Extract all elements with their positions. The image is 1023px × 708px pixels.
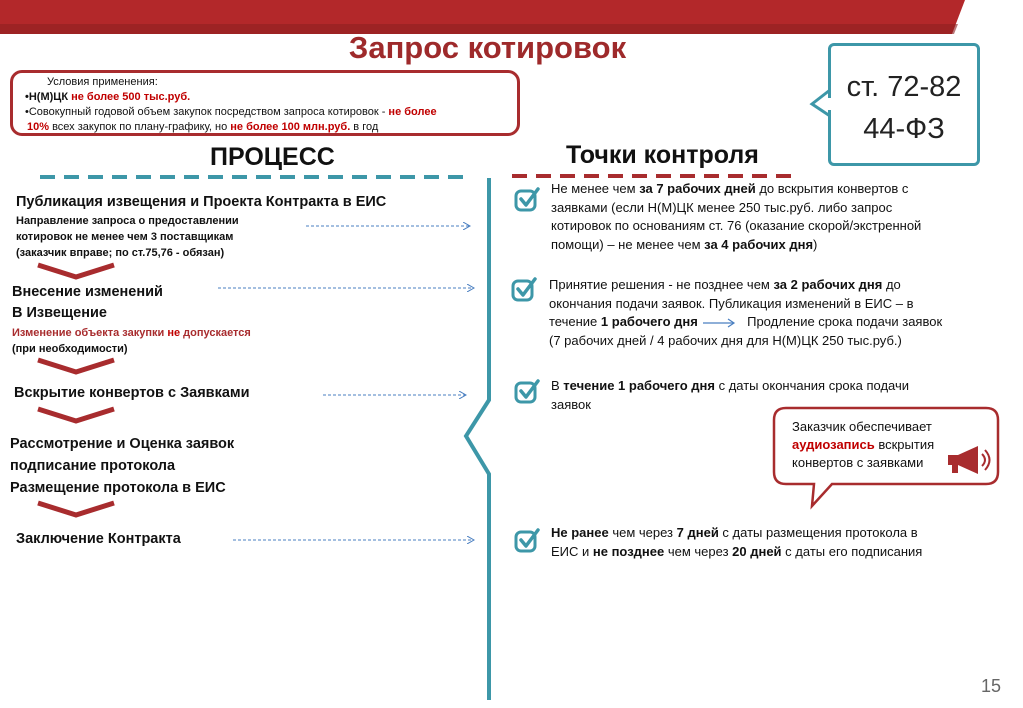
page-number: 15 (980, 676, 1001, 696)
checkpoint-2-text: Принятие решения - не позднее чем за 2 рабочих дня до окончания подачи заявок. Публикация изменений в ЕИС – в течение 1 рабочего дня Продление срока подачи заявок (7 рабочих дней / 4 рабочих дня для Н(М)ЦК 250 тыс.руб.) (549, 277, 943, 348)
conditions-heading: Условия применения: (47, 76, 158, 88)
step-review-title-2: подписание протокола (10, 458, 176, 474)
process-title: ПРОЦЕСС (210, 143, 335, 171)
step-contract-title: Заключение Контракта (16, 531, 181, 547)
step-changes-title-1: Внесение изменений (12, 284, 163, 300)
arrow-right-icon (703, 318, 737, 328)
step-publication-sub-2: котировок не менее чем 3 поставщикам (16, 231, 234, 243)
audio-recording-text: Заказчик обеспечивает аудиозапись вскрытия конвертов с заявками (792, 419, 935, 470)
step-review-title-1: Рассмотрение и Оценка заявок (10, 436, 235, 452)
checkpoint-4-text: Не ранее чем через 7 дней с даты размещения протокола в ЕИС и не позднее чем через 20 дней с даты его подписания (551, 525, 923, 559)
checkbox-checked-icon (514, 378, 540, 404)
checkbox-checked-icon (514, 527, 540, 553)
conditions-line-1: •Н(М)ЦК не более 500 тыс.руб. (25, 91, 191, 103)
checkbox-checked-icon (514, 186, 540, 212)
page-title: Запрос котировок (348, 30, 627, 65)
step-publication-sub-1: Направление запроса о предоставлении (16, 215, 239, 227)
megaphone-icon (944, 444, 992, 476)
control-points-title: Точки контроля (566, 141, 759, 169)
step-changes-title-2: В Извещение (12, 305, 107, 321)
step-publication-title: Публикация извещения и Проекта Контракта в ЕИС (16, 194, 387, 210)
conditions-line-3: 10% всех закупок по плану-графику, но не более 100 млн.руб. в год (27, 121, 379, 133)
step-publication-sub-3: (заказчик вправе; по ст.75,76 - обязан) (16, 247, 225, 259)
checkpoint-3-text: В течение 1 рабочего дня с даты окончания срока подачи заявок (551, 378, 910, 412)
step-opening-title: Вскрытие конвертов с Заявками (14, 385, 250, 401)
article-line-1: ст. 72-82 (846, 71, 962, 103)
article-line-2: 44-ФЗ (863, 113, 945, 145)
step-review-title-3: Размещение протокола в ЕИС (10, 480, 226, 496)
step-changes-note-red: Изменение объекта закупки не допускается (12, 327, 251, 339)
checkbox-checked-icon (511, 276, 537, 302)
step-changes-note: (при необходимости) (12, 343, 128, 355)
checkpoint-1-text: Не менее чем за 7 рабочих дней до вскрытия конвертов с заявками (если Н(М)ЦК менее 250 тыс.руб. либо запрос котировок по основаниям ст. 76 (оказание скорой/экстренной помощи) – не менее чем за 4 рабочих дня) (551, 181, 922, 252)
conditions-line-2: •Совокупный годовой объем закупок посредством запроса котировок - не более (25, 106, 437, 118)
